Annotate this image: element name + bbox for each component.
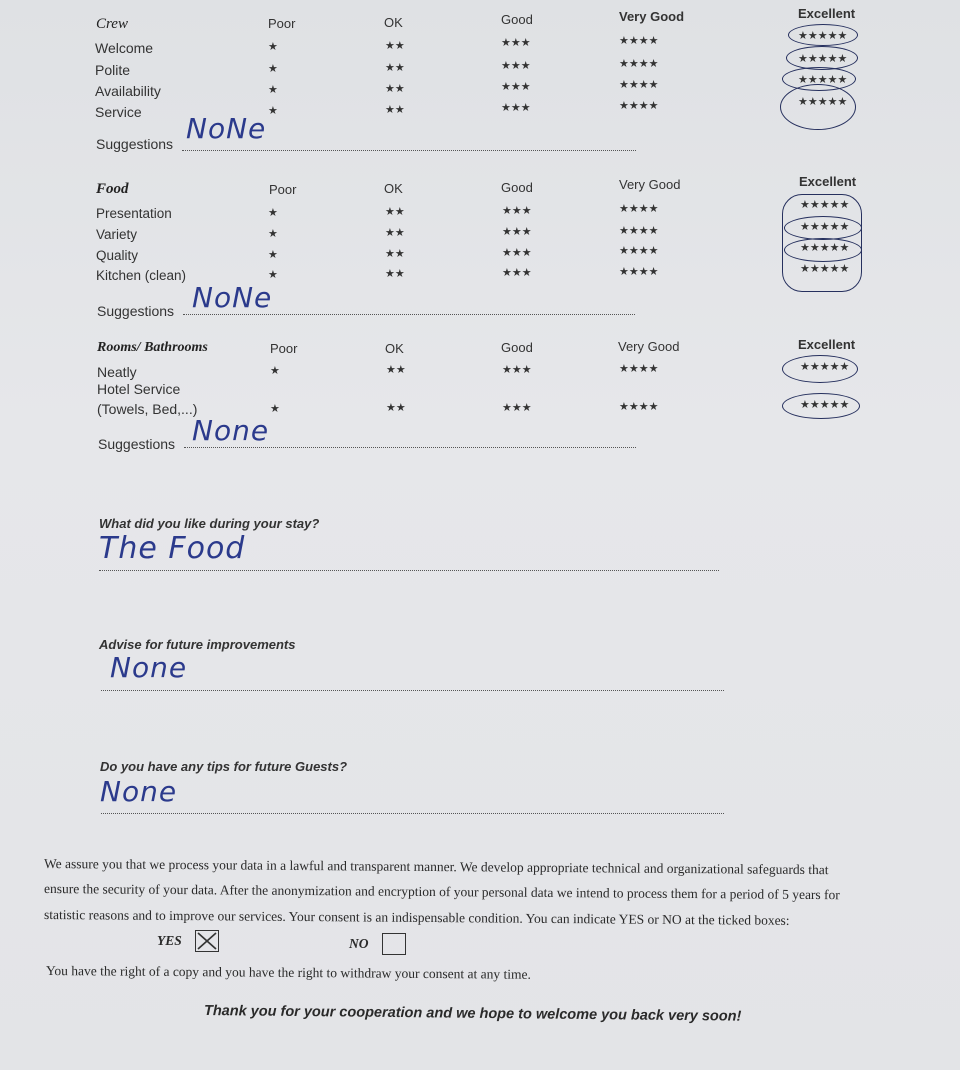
star-good[interactable]: ★★★ bbox=[502, 205, 532, 217]
star-good[interactable]: ★★★ bbox=[502, 364, 532, 376]
star-poor[interactable]: ★ bbox=[268, 207, 278, 219]
selection-circle bbox=[784, 216, 862, 240]
star-very-good[interactable]: ★★★★ bbox=[619, 245, 659, 257]
star-poor[interactable]: ★ bbox=[268, 63, 278, 75]
consent-no-checkbox[interactable] bbox=[382, 933, 406, 955]
star-very-good[interactable]: ★★★★ bbox=[619, 100, 659, 112]
food-col-good: Good bbox=[501, 180, 533, 195]
crew-col-very-good: Very Good bbox=[619, 9, 685, 24]
rooms-suggestion-answer[interactable]: None bbox=[192, 414, 270, 447]
rooms-suggestion-label: Suggestions bbox=[98, 436, 176, 452]
star-excellent[interactable]: ★★★★★ bbox=[798, 74, 848, 86]
star-good[interactable]: ★★★ bbox=[502, 226, 532, 238]
crew-col-poor: Poor bbox=[268, 16, 296, 31]
question-tips-label: Do you have any tips for future Guests? bbox=[100, 759, 348, 774]
rooms-row-towels-bed: (Towels, Bed,...) bbox=[97, 401, 198, 417]
star-poor[interactable]: ★ bbox=[268, 84, 278, 96]
star-good[interactable]: ★★★ bbox=[502, 267, 532, 279]
legal-line-4: You have the right of a copy and you have the right to withdraw your consent at any time. bbox=[45, 963, 531, 982]
crew-col-good: Good bbox=[501, 12, 533, 27]
crew-row-availability: Availability bbox=[95, 83, 161, 99]
food-row-presentation: Presentation bbox=[96, 206, 172, 221]
crew-row-service: Service bbox=[95, 104, 142, 120]
crew-col-ok: OK bbox=[384, 15, 403, 30]
star-ok[interactable]: ★★ bbox=[385, 40, 405, 52]
star-excellent[interactable]: ★★★★★ bbox=[800, 242, 850, 254]
legal-line-3: statistic reasons and to improve our services. Your consent is an indispensable condition. You can indicate YES or NO at the ticked boxes: bbox=[43, 907, 790, 928]
star-ok[interactable]: ★★ bbox=[385, 248, 405, 260]
star-excellent[interactable]: ★★★★★ bbox=[798, 53, 848, 65]
star-good[interactable]: ★★★ bbox=[501, 37, 531, 49]
rooms-row-hotel-service: Hotel Service bbox=[97, 381, 181, 397]
food-title: Food bbox=[96, 181, 129, 197]
food-suggestion-answer[interactable]: NoNe bbox=[192, 281, 273, 314]
food-col-poor: Poor bbox=[269, 182, 297, 197]
consent-no-label: NO bbox=[349, 936, 369, 951]
star-ok[interactable]: ★★ bbox=[385, 83, 405, 95]
selection-circle bbox=[782, 393, 860, 419]
star-ok[interactable]: ★★ bbox=[385, 62, 405, 74]
food-col-excellent: Excellent bbox=[799, 174, 857, 189]
rooms-row-neatly: Neatly bbox=[97, 364, 137, 380]
star-excellent[interactable]: ★★★★★ bbox=[800, 221, 850, 233]
question-liked-answer[interactable]: The Food bbox=[99, 531, 246, 566]
crew-title: Crew bbox=[96, 16, 128, 32]
rooms-col-very-good: Very Good bbox=[618, 339, 680, 354]
consent-yes-checkbox[interactable] bbox=[195, 930, 219, 952]
question-tips-answer[interactable]: None bbox=[100, 775, 178, 808]
food-suggestion-label: Suggestions bbox=[97, 303, 175, 319]
star-excellent[interactable]: ★★★★★ bbox=[800, 263, 850, 275]
consent-yes-label: YES bbox=[157, 933, 182, 948]
star-very-good[interactable]: ★★★★ bbox=[619, 58, 659, 70]
crew-suggestion-label: Suggestions bbox=[96, 136, 174, 152]
star-good[interactable]: ★★★ bbox=[501, 81, 531, 93]
food-row-kitchen: Kitchen (clean) bbox=[96, 268, 187, 283]
legal-line-1: We assure you that we process your data in a lawful and transparent manner. We develop appropriate technical and organizational safeguards that bbox=[43, 856, 829, 878]
star-ok[interactable]: ★★ bbox=[385, 206, 405, 218]
rooms-col-ok: OK bbox=[385, 341, 404, 356]
star-poor[interactable]: ★ bbox=[268, 249, 278, 261]
selection-circle bbox=[782, 355, 858, 383]
star-excellent[interactable]: ★★★★★ bbox=[800, 399, 850, 411]
crew-suggestion-answer[interactable]: NoNe bbox=[186, 112, 267, 145]
rooms-col-good: Good bbox=[501, 340, 533, 355]
star-ok[interactable]: ★★ bbox=[385, 227, 405, 239]
selection-circle bbox=[784, 238, 862, 262]
star-very-good[interactable]: ★★★★ bbox=[619, 363, 659, 375]
crew-row-polite: Polite bbox=[95, 62, 131, 78]
star-poor[interactable]: ★ bbox=[268, 105, 278, 117]
star-very-good[interactable]: ★★★★ bbox=[619, 401, 659, 413]
question-improvements-label: Advise for future improvements bbox=[99, 637, 296, 652]
star-ok[interactable]: ★★ bbox=[385, 268, 405, 280]
star-excellent[interactable]: ★★★★★ bbox=[798, 96, 848, 108]
star-poor[interactable]: ★ bbox=[268, 228, 278, 240]
rooms-col-poor: Poor bbox=[270, 341, 298, 356]
legal-line-2: ensure the security of your data. After the anonymization and encryption of your personal data we intend to process them for a period of 5 years for bbox=[43, 881, 840, 903]
star-ok[interactable]: ★★ bbox=[385, 104, 405, 116]
star-very-good[interactable]: ★★★★ bbox=[619, 225, 659, 237]
star-ok[interactable]: ★★ bbox=[386, 364, 406, 376]
star-ok[interactable]: ★★ bbox=[386, 402, 406, 414]
crew-row-welcome: Welcome bbox=[95, 40, 154, 56]
star-very-good[interactable]: ★★★★ bbox=[619, 203, 659, 215]
star-good[interactable]: ★★★ bbox=[501, 102, 531, 114]
star-poor[interactable]: ★ bbox=[270, 403, 280, 415]
selection-circle bbox=[788, 24, 858, 46]
star-very-good[interactable]: ★★★★ bbox=[619, 266, 659, 278]
check-x-icon bbox=[196, 931, 218, 951]
star-good[interactable]: ★★★ bbox=[501, 60, 531, 72]
food-row-quality: Quality bbox=[96, 248, 139, 263]
selection-circle bbox=[780, 84, 856, 130]
food-row-variety: Variety bbox=[96, 227, 138, 242]
thank-you-message: Thank you for your cooperation and we hope to welcome you back very soon! bbox=[203, 1003, 742, 1025]
star-excellent[interactable]: ★★★★★ bbox=[800, 199, 850, 211]
rooms-col-excellent: Excellent bbox=[798, 337, 856, 352]
star-poor[interactable]: ★ bbox=[270, 365, 280, 377]
star-very-good[interactable]: ★★★★ bbox=[619, 35, 659, 47]
food-col-ok: OK bbox=[384, 181, 403, 196]
question-liked-label: What did you like during your stay? bbox=[99, 516, 320, 531]
star-poor[interactable]: ★ bbox=[268, 269, 278, 281]
rooms-title: Rooms/ Bathrooms bbox=[97, 340, 208, 355]
star-excellent[interactable]: ★★★★★ bbox=[798, 30, 848, 42]
food-col-very-good: Very Good bbox=[619, 177, 681, 192]
crew-col-excellent: Excellent bbox=[798, 6, 856, 21]
star-excellent[interactable]: ★★★★★ bbox=[800, 361, 850, 373]
star-very-good[interactable]: ★★★★ bbox=[619, 79, 659, 91]
star-good[interactable]: ★★★ bbox=[502, 247, 532, 259]
star-poor[interactable]: ★ bbox=[268, 41, 278, 53]
question-improvements-answer[interactable]: None bbox=[110, 651, 188, 684]
star-good[interactable]: ★★★ bbox=[502, 402, 532, 414]
